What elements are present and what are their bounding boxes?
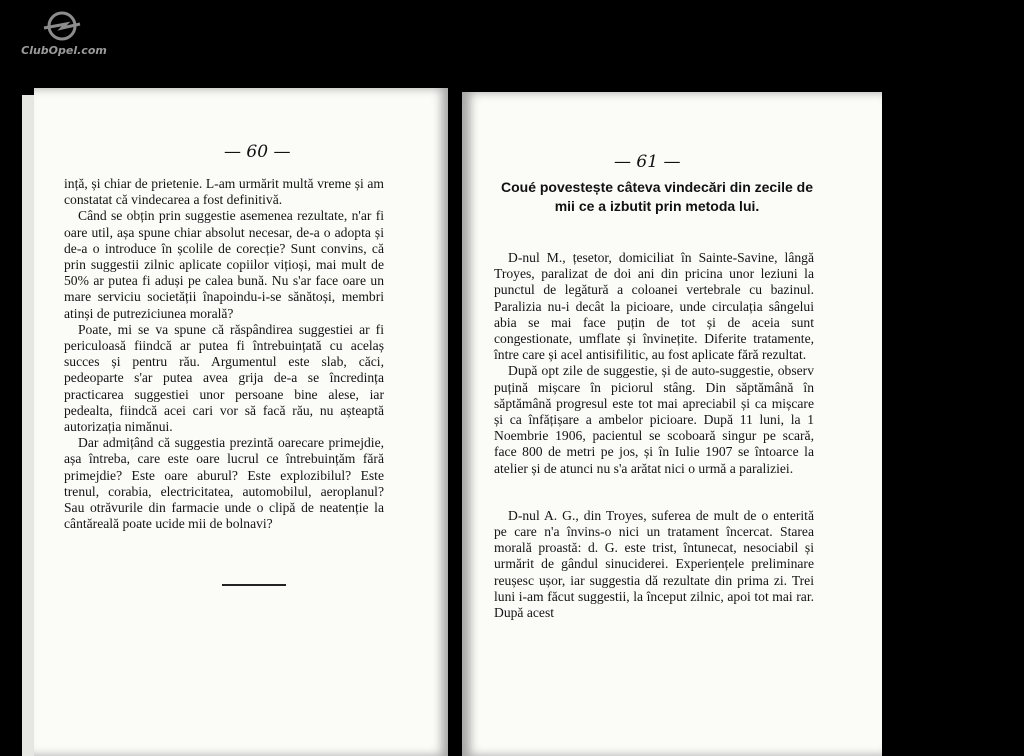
left-page — [34, 88, 450, 756]
page-number: — 61 — — [614, 152, 681, 172]
section-heading: Coué povestește câteva vindecări din zecile de mii ce a izbutit prin metoda lui. — [500, 179, 814, 214]
paragraph-gap — [494, 477, 814, 508]
body-text — [494, 250, 814, 621]
paragraph: După opt zile de suggestie, și de auto-suggestie, observ puțină mișcare în piciorul stâng. Din săptămână în săptămână progresul este tot mai apreciabil și ca mișcare și ca înfățișare a ambelor picioare. După 11 luni, la 1 Noembrie 1906, pacientul se scoboară singur pe scară, face 800 de metri pe jos, și în Iulie 1907 se întoarce la atelier și de atunci nu s'a arătat nici o urmă a paraliziei. — [494, 363, 814, 476]
paragraph: Dar admițând că suggestia prezintă oarecare primejdie, așa întreba, care este oare lucrul ce întrebuințăm fără primejdie? Este oare aburul? Este explozibilul? Este trenul, corabia, electricitatea, automobilul, aeroplanul? Sau otrăvurile din farmacie unde o clipă de neatenție la cântăreală poate ucide mii de bolnavi? — [64, 435, 384, 532]
section-rule — [222, 584, 286, 586]
opel-blitz-logo-icon — [42, 10, 82, 42]
right-page — [462, 92, 882, 756]
body-text — [64, 176, 384, 532]
paragraph: D-nul A. G., din Troyes, suferea de mult de o enterită pe care n'a învins-o nici un tratament încercat. Starea morală proastă: d. G. este trist, întunecat, nesociabil și urmărit de gândul sinuciderei. Experiențele preliminare reușesc ușor, iar suggestia dă rezultate din prima zi. Trei luni i-am făcut suggestii, la început zilnic, apoi tot mai rar. După acest — [494, 507, 814, 621]
watermark-text: ClubOpel.com — [21, 44, 107, 57]
paragraph: Când se obțin prin suggestie asemenea rezultate, n'ar fi oare util, așa spune chiar absolut necesar, de-a o adopta și de-a o introduce în școlile de corecție? Sunt convins, că prin suggestii zilnic aplicate copiilor vițioși, mai mult de 50% ar putea fi aduși pe calea bună. Nu s'ar face oare un mare serviciu societății înapoindu-i-se sănătoși, membri atinși de putreziciunea morală? — [64, 208, 384, 321]
paragraph: Poate, mi se va spune că răspândirea suggestiei ar fi periculoasă fiindcă ar putea fi întrebuințată cu acelaș succes și pentru rău. Argumentul este slab, căci, pedeoparte s'ar putea avea grija de-a se încredința practicarea suggestiei unor persoane bine alese, iar pedealta, fiindcă acei cari vor să facă rău, nu așteaptă autorizația nimănui. — [64, 321, 384, 435]
paragraph: D-nul M., țesetor, domiciliat în Sainte-Savine, lângă Troyes, paralizat de doi ani din pricina unor leziuni la punctul de legătură a coloanei vertebrale cu bazinul. Paralizia nu-i decât la picioare, unde circulația sângelui abia se mai face puțin de tot și de aceia sunt congestionate, umflate și învinețite. Diferite tratamente, între care și acel antisifilitic, au fost aplicate fără rezultat. — [494, 250, 814, 363]
page-number: — 60 — — [224, 142, 291, 162]
watermark — [8, 8, 120, 64]
paragraph: ință, și chiar de prietenie. L-am urmărit multă vreme și am constatat că vindecarea a fost definitivă. — [64, 176, 384, 208]
